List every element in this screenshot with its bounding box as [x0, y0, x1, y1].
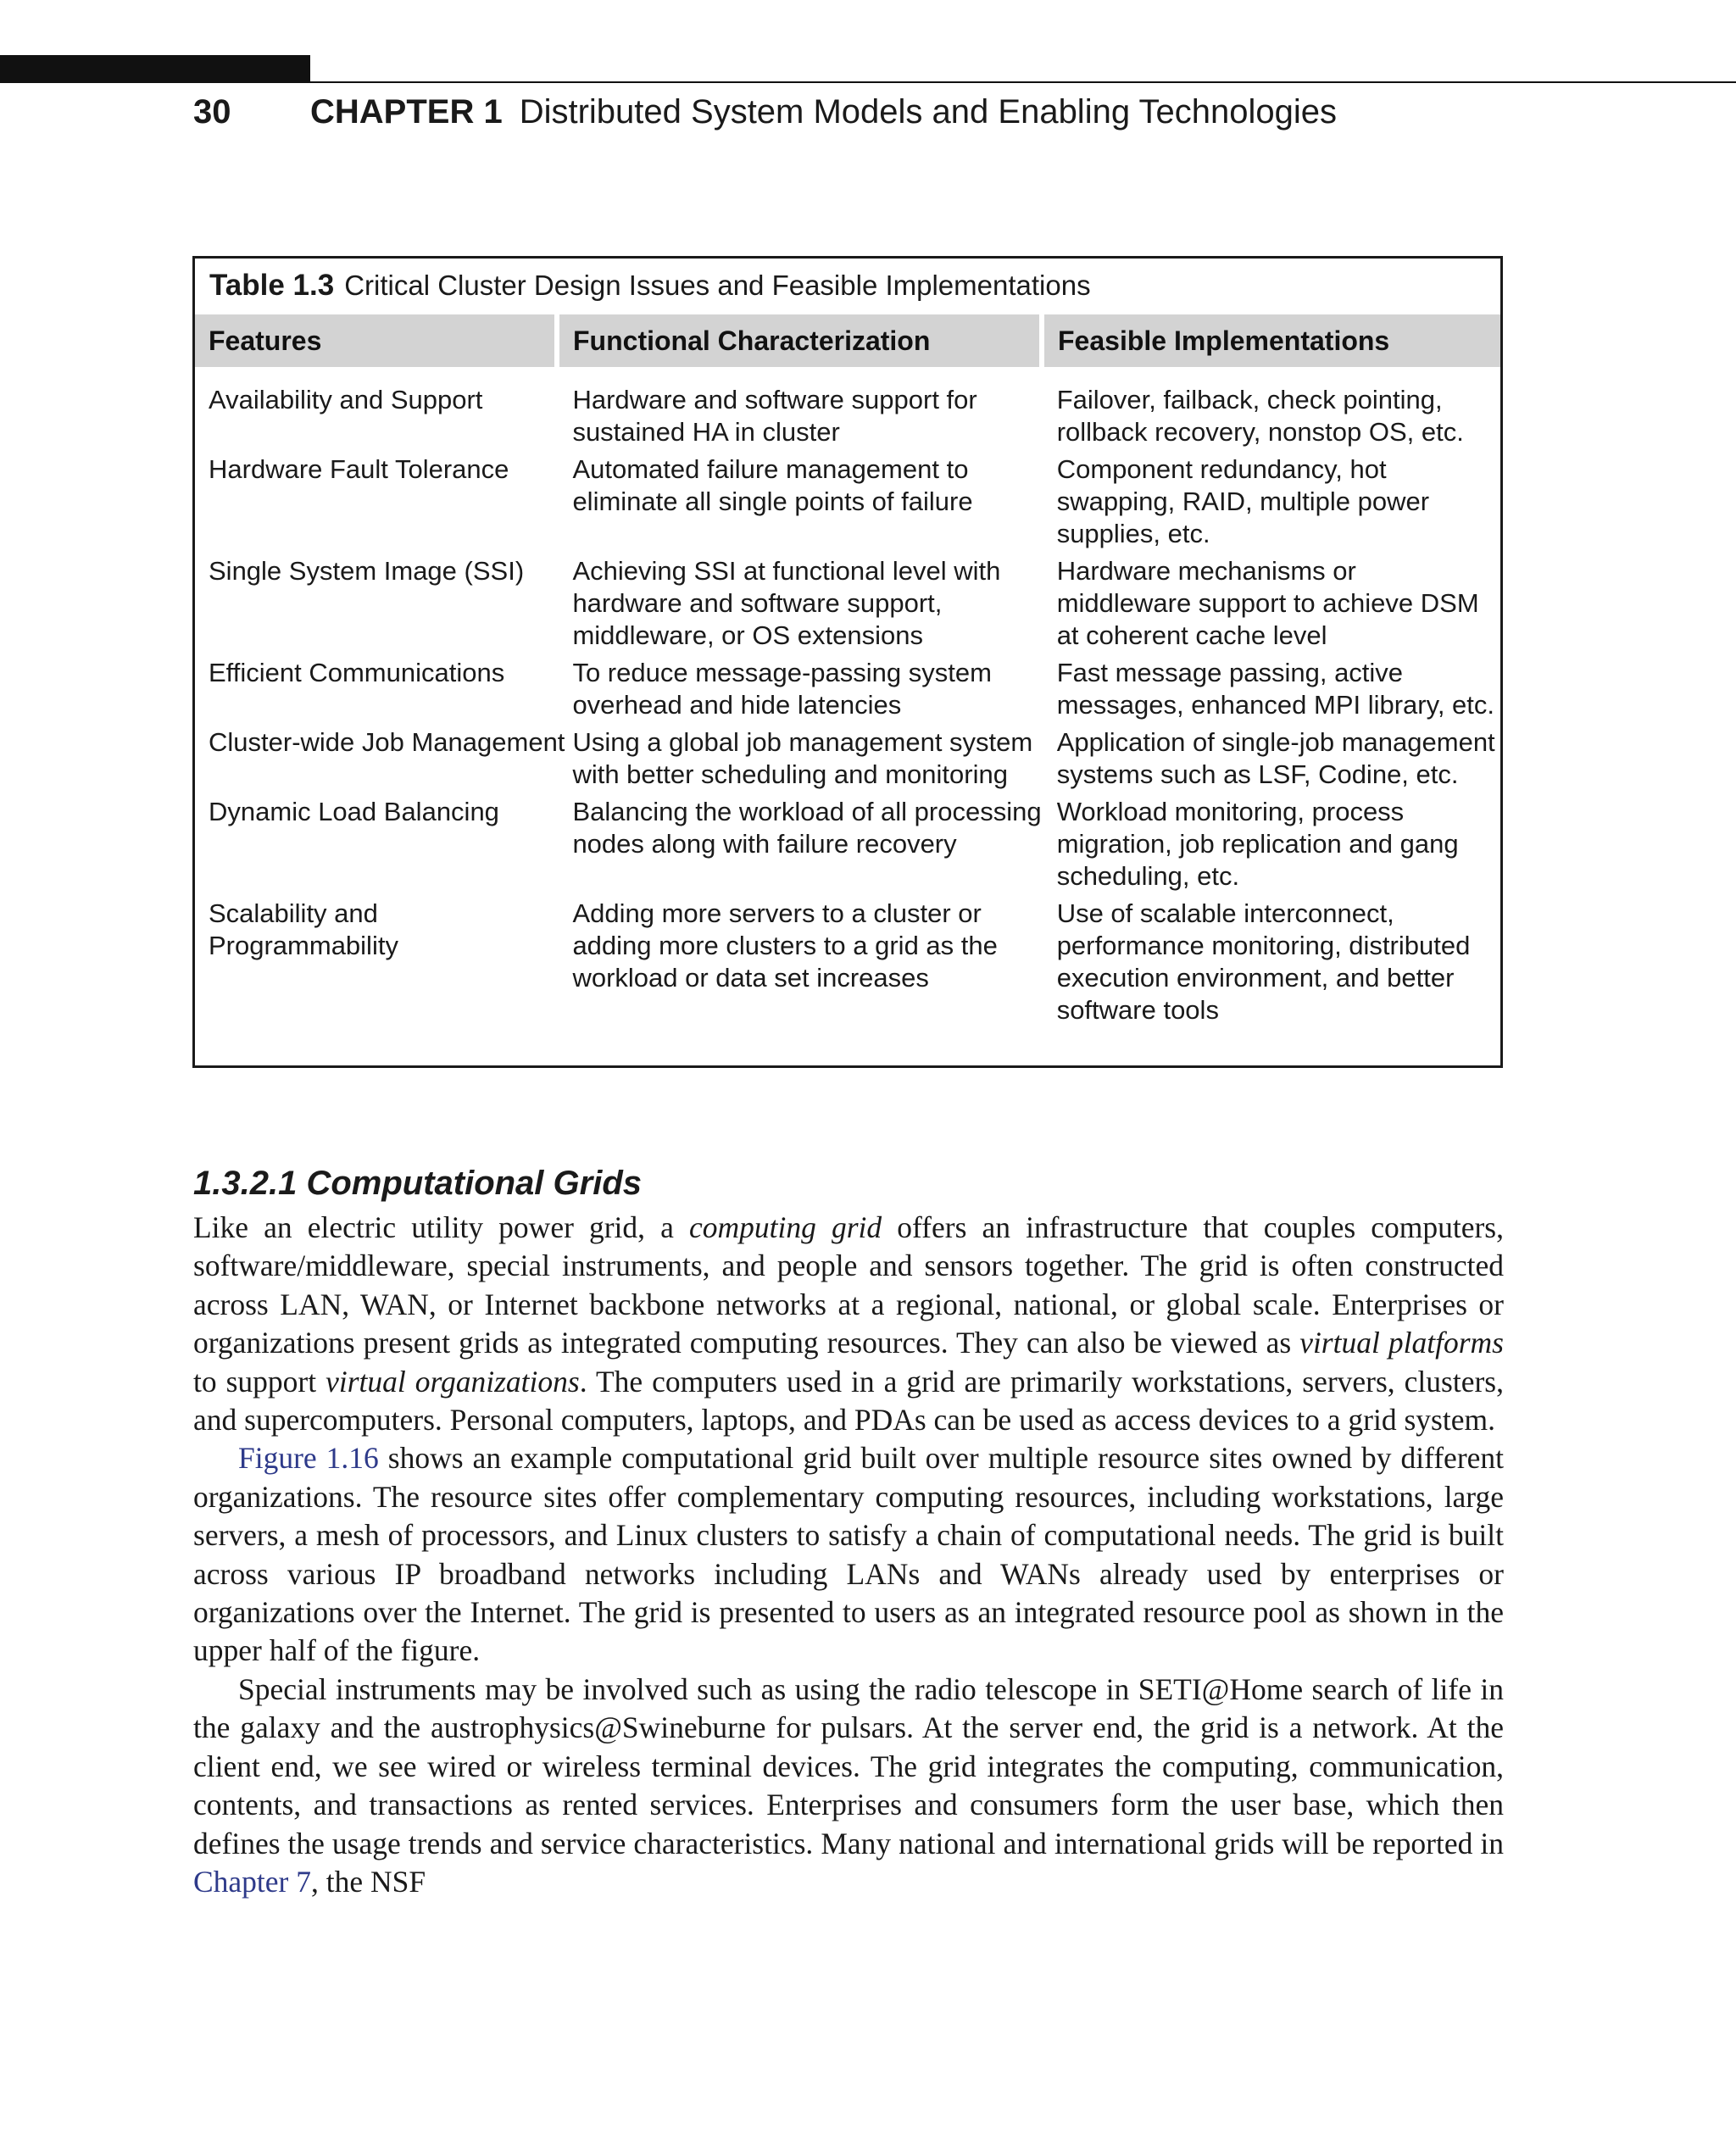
table-caption-text: Critical Cluster Design Issues and Feasible Implementations — [344, 270, 1091, 301]
cell-feature: Dynamic Load Balancing — [209, 797, 499, 826]
column-header-functional-characterization: Functional Characterization — [559, 314, 1039, 367]
text-run: shows an example computational grid built over multiple resource sites owned by different organizations. The resource sites offer complementary computing resources, including workstations, large servers, a mesh of processors, and Linux clusters to satisfy a chain of computational needs. The grid is built across various IP broadband networks including LANs and WANs already used by enterprises or organizations over the Internet. The grid is presented to users as an integrated resource pool as shown in the upper half of the figure. — [193, 1441, 1505, 1668]
emphasis-virtual-organizations: virtual organizations — [326, 1364, 580, 1399]
cell-implementation: Hardware mechanisms or middleware support to achieve DSM at coherent cache level — [1056, 556, 1479, 650]
cell-feature: Single System Image (SSI) — [209, 556, 525, 586]
text-run: Special instruments may be involved such as using the radio telescope in SETI@Home search of life in the galaxy and the austrophysics@Swineburne for pulsars. At the server end, the grid is a network. At the client end, we see wired or wireless terminal devices. The grid integrates the computing, communication, contents, and transactions as rented services. Enterprises and consumers form the user base, which then defines the usage trends and service characteristics. Many national and international grids will be reported in — [193, 1671, 1504, 1860]
cell-implementation: Application of single-job management systems such as LSF, Codine, etc. — [1056, 727, 1495, 789]
chapter-7-link[interactable]: Chapter 7 — [193, 1864, 312, 1899]
table-row — [209, 898, 1497, 1026]
cell-implementation: Failover, failback, check pointing, rollback recovery, nonstop OS, etc. — [1056, 385, 1464, 447]
table-row — [209, 796, 1497, 893]
chapter-label: CHAPTER 1 — [310, 93, 503, 131]
cell-feature: Efficient Communications — [209, 658, 505, 687]
table-number: Table 1.3 — [209, 269, 335, 302]
table-1-3 — [192, 256, 1503, 1068]
section-heading: 1.3.2.1 Computational Grids — [193, 1165, 643, 1202]
emphasis-computing-grid: computing grid — [689, 1210, 882, 1244]
chapter-title: Distributed System Models and Enabling Technologies — [519, 93, 1337, 131]
cell-feature: Availability and Support — [209, 385, 483, 414]
table-header-row — [195, 314, 1500, 367]
cell-characterization: Automated failure management to eliminate all single points of failure — [572, 454, 973, 516]
table-row — [209, 657, 1497, 721]
running-header — [193, 93, 1337, 144]
page-number: 30 — [193, 93, 231, 131]
table-caption — [209, 269, 1091, 303]
text-run: . The computers used in a grid are primarily workstations, servers, clusters, and supercomputers. Personal computers, laptops, and PDAs can be used as access devices to a grid system. — [193, 1364, 1504, 1438]
table-row — [209, 384, 1497, 448]
cell-feature: Scalability and Programmability — [209, 898, 398, 960]
header-black-bar — [0, 55, 310, 83]
body-text — [193, 1209, 1504, 1901]
cell-characterization: Balancing the workload of all processing nodes along with failure recovery — [572, 797, 1042, 859]
column-header-feasible-implementations: Feasible Implementations — [1044, 314, 1500, 367]
figure-1-16-link[interactable]: Figure 1.16 — [238, 1441, 379, 1476]
cell-characterization: Using a global job management system with better scheduling and monitoring — [572, 727, 1033, 789]
paragraph-1 — [193, 1209, 1504, 1439]
text-run: Like an electric utility power grid, a — [193, 1210, 689, 1244]
cell-characterization: Achieving SSI at functional level with hardware and software support, middleware, or OS extensions — [572, 556, 1001, 650]
cell-characterization: To reduce message-passing system overhead and hide latencies — [572, 658, 992, 720]
cell-implementation: Fast message passing, active messages, enhanced MPI library, etc. — [1056, 658, 1495, 720]
paragraph-2 — [193, 1439, 1504, 1670]
cell-characterization: Hardware and software support for sustained HA in cluster — [572, 385, 977, 447]
cell-implementation: Component redundancy, hot swapping, RAID, multiple power supplies, etc. — [1056, 454, 1430, 548]
cell-feature: Cluster-wide Job Management — [209, 727, 565, 757]
header-rule — [310, 81, 1736, 83]
table-row — [209, 453, 1497, 550]
table-row — [209, 555, 1497, 652]
paragraph-3 — [193, 1671, 1504, 1901]
table-body — [209, 384, 1497, 1032]
text-run: , the NSF — [311, 1864, 426, 1899]
table-row — [209, 726, 1497, 791]
cell-feature: Hardware Fault Tolerance — [209, 454, 509, 484]
text-run: to support — [193, 1364, 326, 1399]
cell-implementation: Use of scalable interconnect, performance monitoring, distributed execution environment, and better software tools — [1056, 898, 1471, 1025]
cell-implementation: Workload monitoring, process migration, job replication and gang scheduling, etc. — [1056, 797, 1459, 891]
emphasis-virtual-platforms: virtual platforms — [1299, 1326, 1504, 1360]
text-run: offers an infrastructure that couples computers, software/middleware, special instruments, and people and sensors together. The grid is often constructed across LAN, WAN, or Internet backbone networks at a regional, national, or global scale. Enterprises or organizations present grids as integrated computing resources. They can also be viewed as — [193, 1210, 1504, 1360]
cell-characterization: Adding more servers to a cluster or adding more clusters to a grid as the workload or data set increases — [572, 898, 998, 993]
column-header-features: Features — [195, 314, 554, 367]
